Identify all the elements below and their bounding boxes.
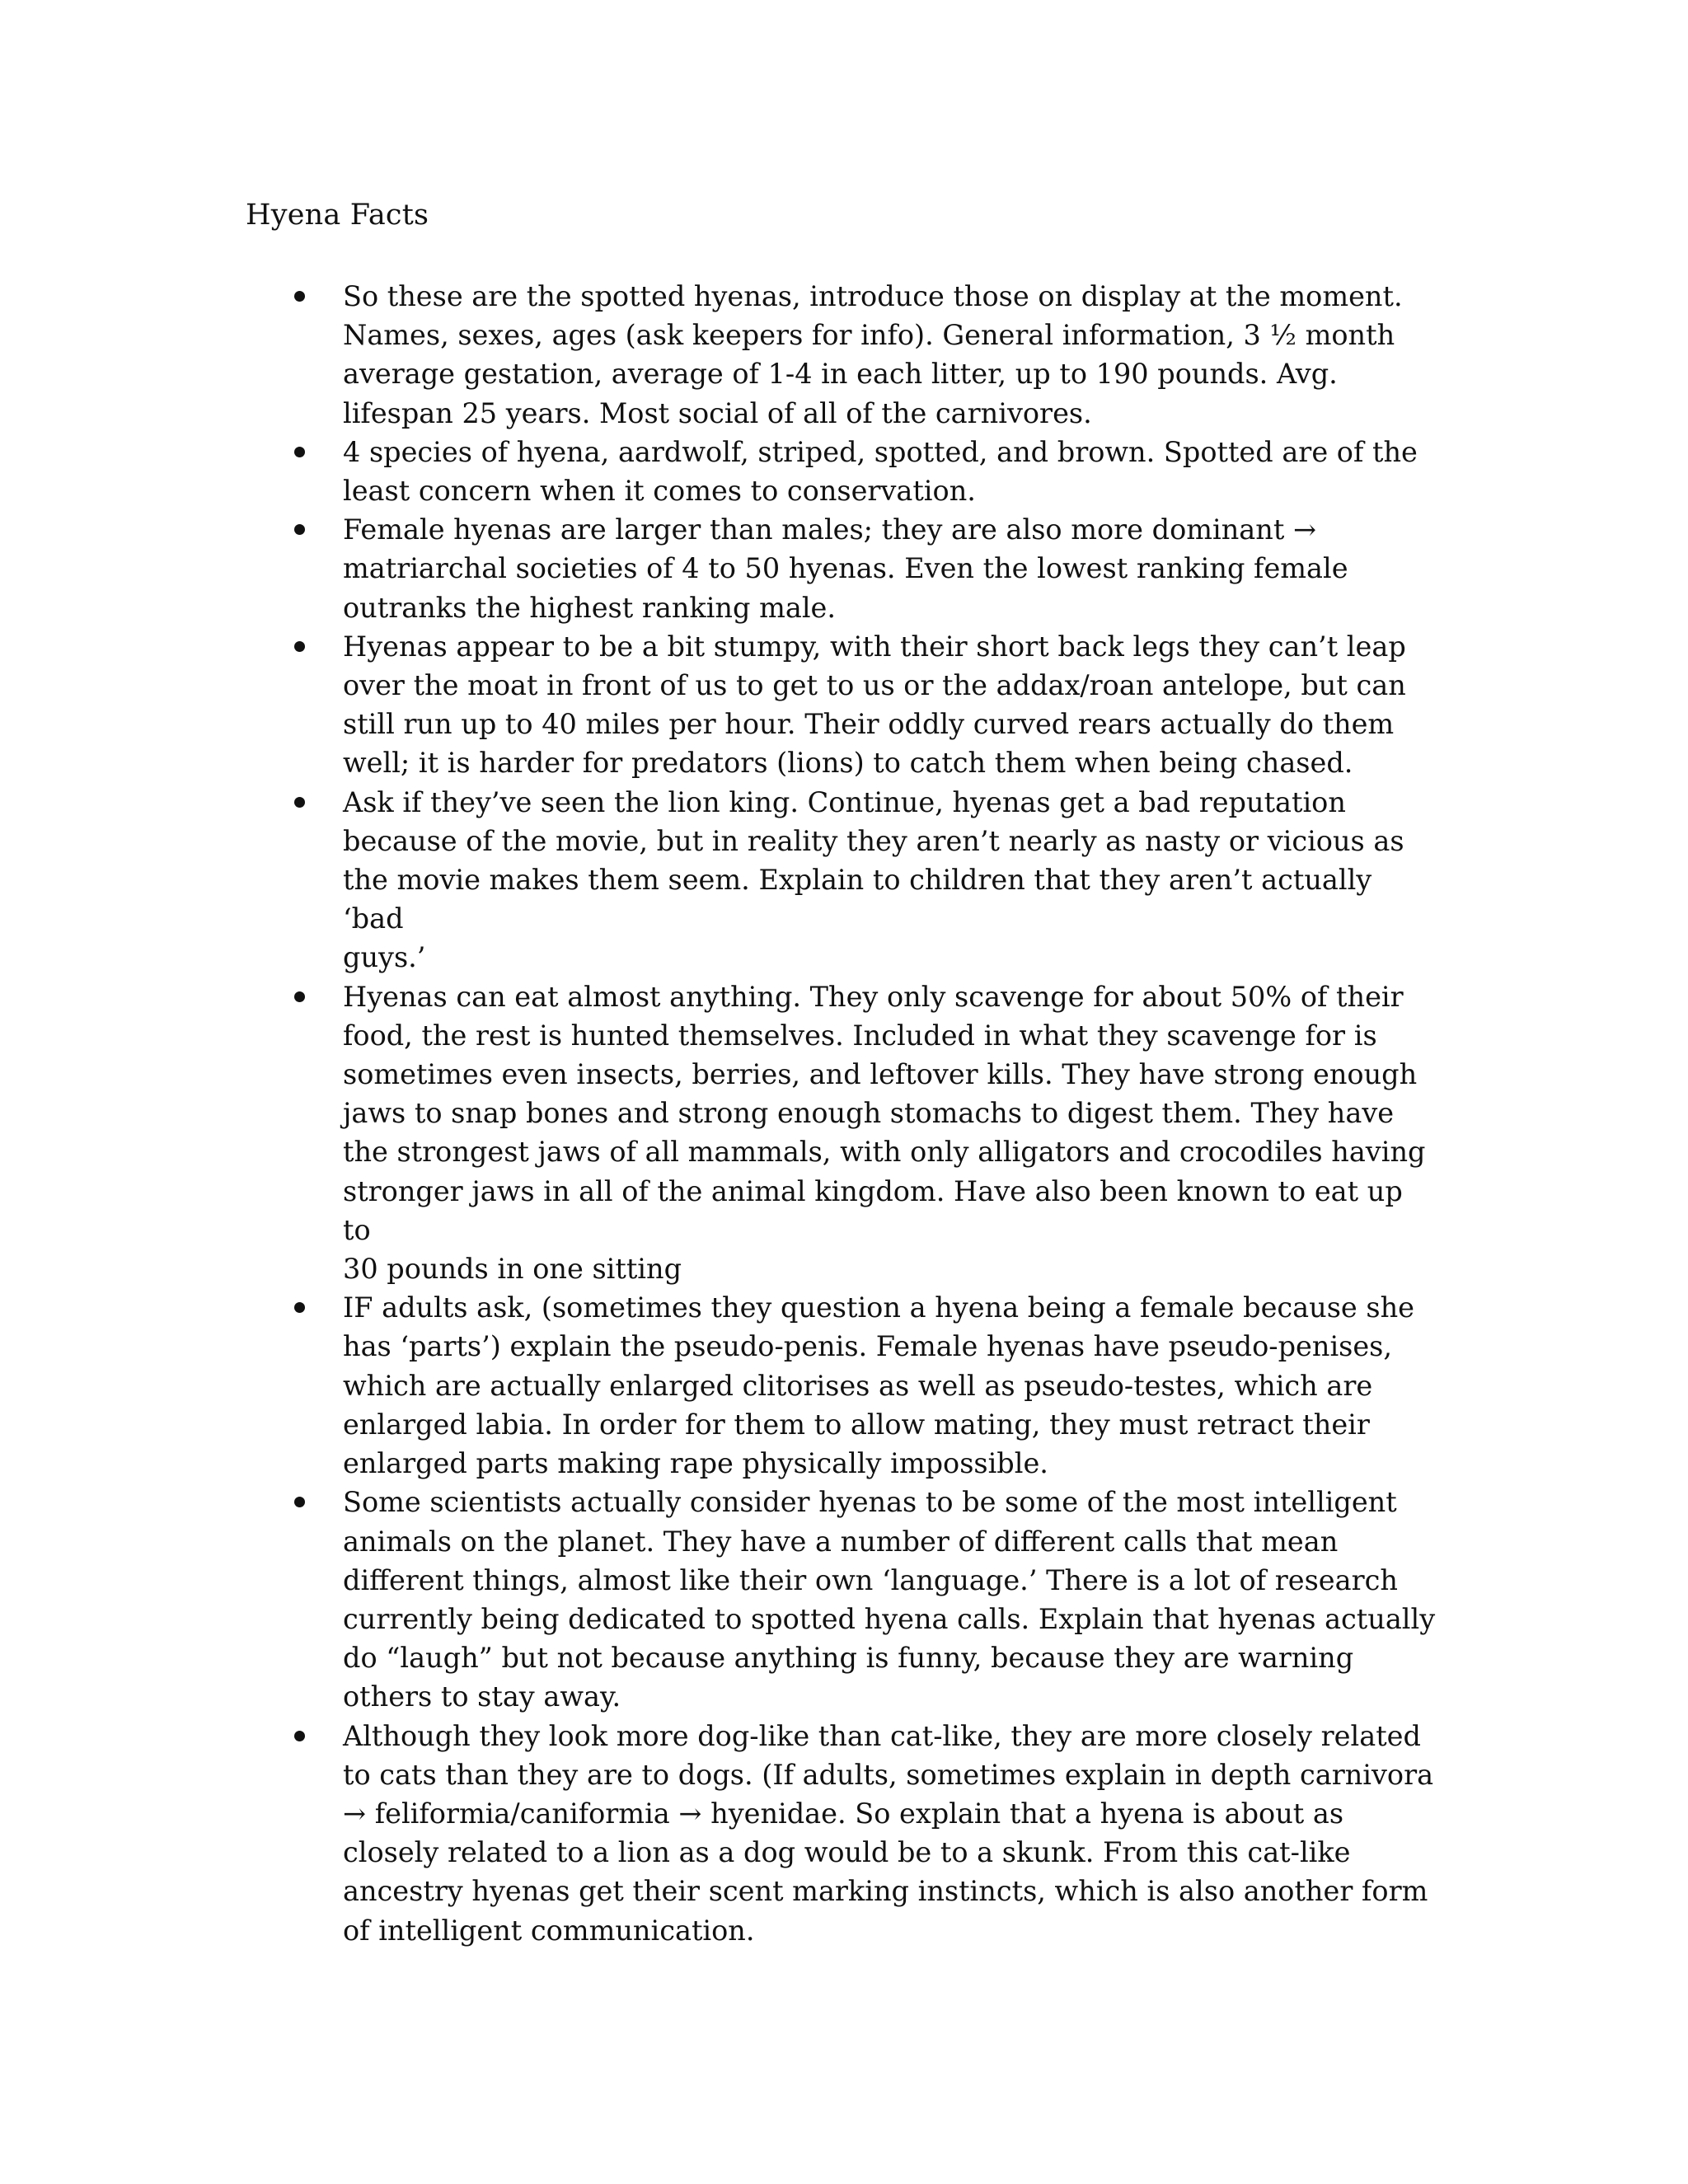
bullet-icon xyxy=(294,797,305,808)
list-item xyxy=(0,277,1688,433)
bullet-icon xyxy=(294,1497,305,1507)
fact-text: Some scientists actually consider hyenas to be some of the most intelligent animals on the planet. They have a number of different calls that mean different things, almost like their own ‘language.’ There is a lot of research currently being dedicated to spotted hyena calls. Explain that hyenas actually do “laugh” but not because anything is funny, because they are warning others to stay away. xyxy=(343,1486,1436,1713)
bullet-icon xyxy=(294,291,305,302)
fact-text: IF adults ask, (sometimes they question a hyena being a female because she has ‘parts’) explain the pseudo-penis. Female hyenas have pseudo-penises, which are actually enlarged clitorises as well as pseudo-testes, which are enlarged labia. In order for them to allow mating, they must retract their enlarged parts making rape physically impossible. xyxy=(343,1291,1414,1480)
list-item xyxy=(0,627,1688,783)
fact-text: So these are the spotted hyenas, introduce those on display at the moment. Names, sexes, ages (ask keepers for info). General information, 3 ½ month average gestation, average of 1-4 in each litter, up to 190 pounds. Avg. lifespan 25 years. Most social of all of the carnivores. xyxy=(343,280,1403,429)
fact-text: Hyenas can eat almost anything. They only scavenge for about 50% of their food, the rest is hunted themselves. Included in what they scavenge for is sometimes even insects, berries, and leftover kills. They have strong enough jaws to snap bones and strong enough stomachs to digest them. They have the strongest jaws of all mammals, with only alligators and crocodiles having stronger jaws in all of the animal kingdom. Have also been known to eat up to 30 pounds in one sitting xyxy=(343,980,1426,1286)
list-item xyxy=(0,1717,1688,1950)
bullet-icon xyxy=(294,447,305,457)
list-item xyxy=(0,1288,1688,1483)
fact-text: 4 species of hyena, aardwolf, striped, spotted, and brown. Spotted are of the least concern when it comes to conservation. xyxy=(343,435,1418,508)
bullet-icon xyxy=(294,991,305,1002)
bullet-icon xyxy=(294,1302,305,1313)
hyena-facts-list xyxy=(0,277,1688,1950)
bullet-icon xyxy=(294,1731,305,1741)
bullet-icon xyxy=(294,641,305,652)
document-title: Hyena Facts xyxy=(246,199,429,232)
fact-text: Ask if they’ve seen the lion king. Continue, hyenas get a bad reputation because of the movie, but in reality they aren’t nearly as nasty or vicious as the movie makes them seem. Explain to children that they aren’t actually ‘bad guys.’ xyxy=(343,785,1404,974)
fact-text: Hyenas appear to be a bit stumpy, with their short back legs they can’t leap over the moat in front of us to get to us or the addax/roan antelope, but can still run up to 40 miles per hour. Their oddly curved rears actually do them well; it is harder for predators (lions) to catch them when being chased. xyxy=(343,630,1406,780)
list-item xyxy=(0,510,1688,627)
fact-text: Female hyenas are larger than males; they are also more dominant → matriarchal societies of 4 to 50 hyenas. Even the lowest ranking female outranks the highest ranking male. xyxy=(343,513,1348,624)
list-item xyxy=(0,783,1688,977)
bullet-icon xyxy=(294,524,305,535)
list-item xyxy=(0,433,1688,510)
list-item xyxy=(0,977,1688,1289)
fact-text: Although they look more dog-like than cat-like, they are more closely related to cats than they are to dogs. (If adults, sometimes explain in depth carnivora → feliformia/caniformia → hyenidae. So explain that a hyena is about as closely related to a lion as a dog would be to a skunk. From this cat-like ancestry hyenas get their scent marking instincts, which is also another form of intelligent communication. xyxy=(343,1719,1434,1947)
list-item xyxy=(0,1483,1688,1716)
